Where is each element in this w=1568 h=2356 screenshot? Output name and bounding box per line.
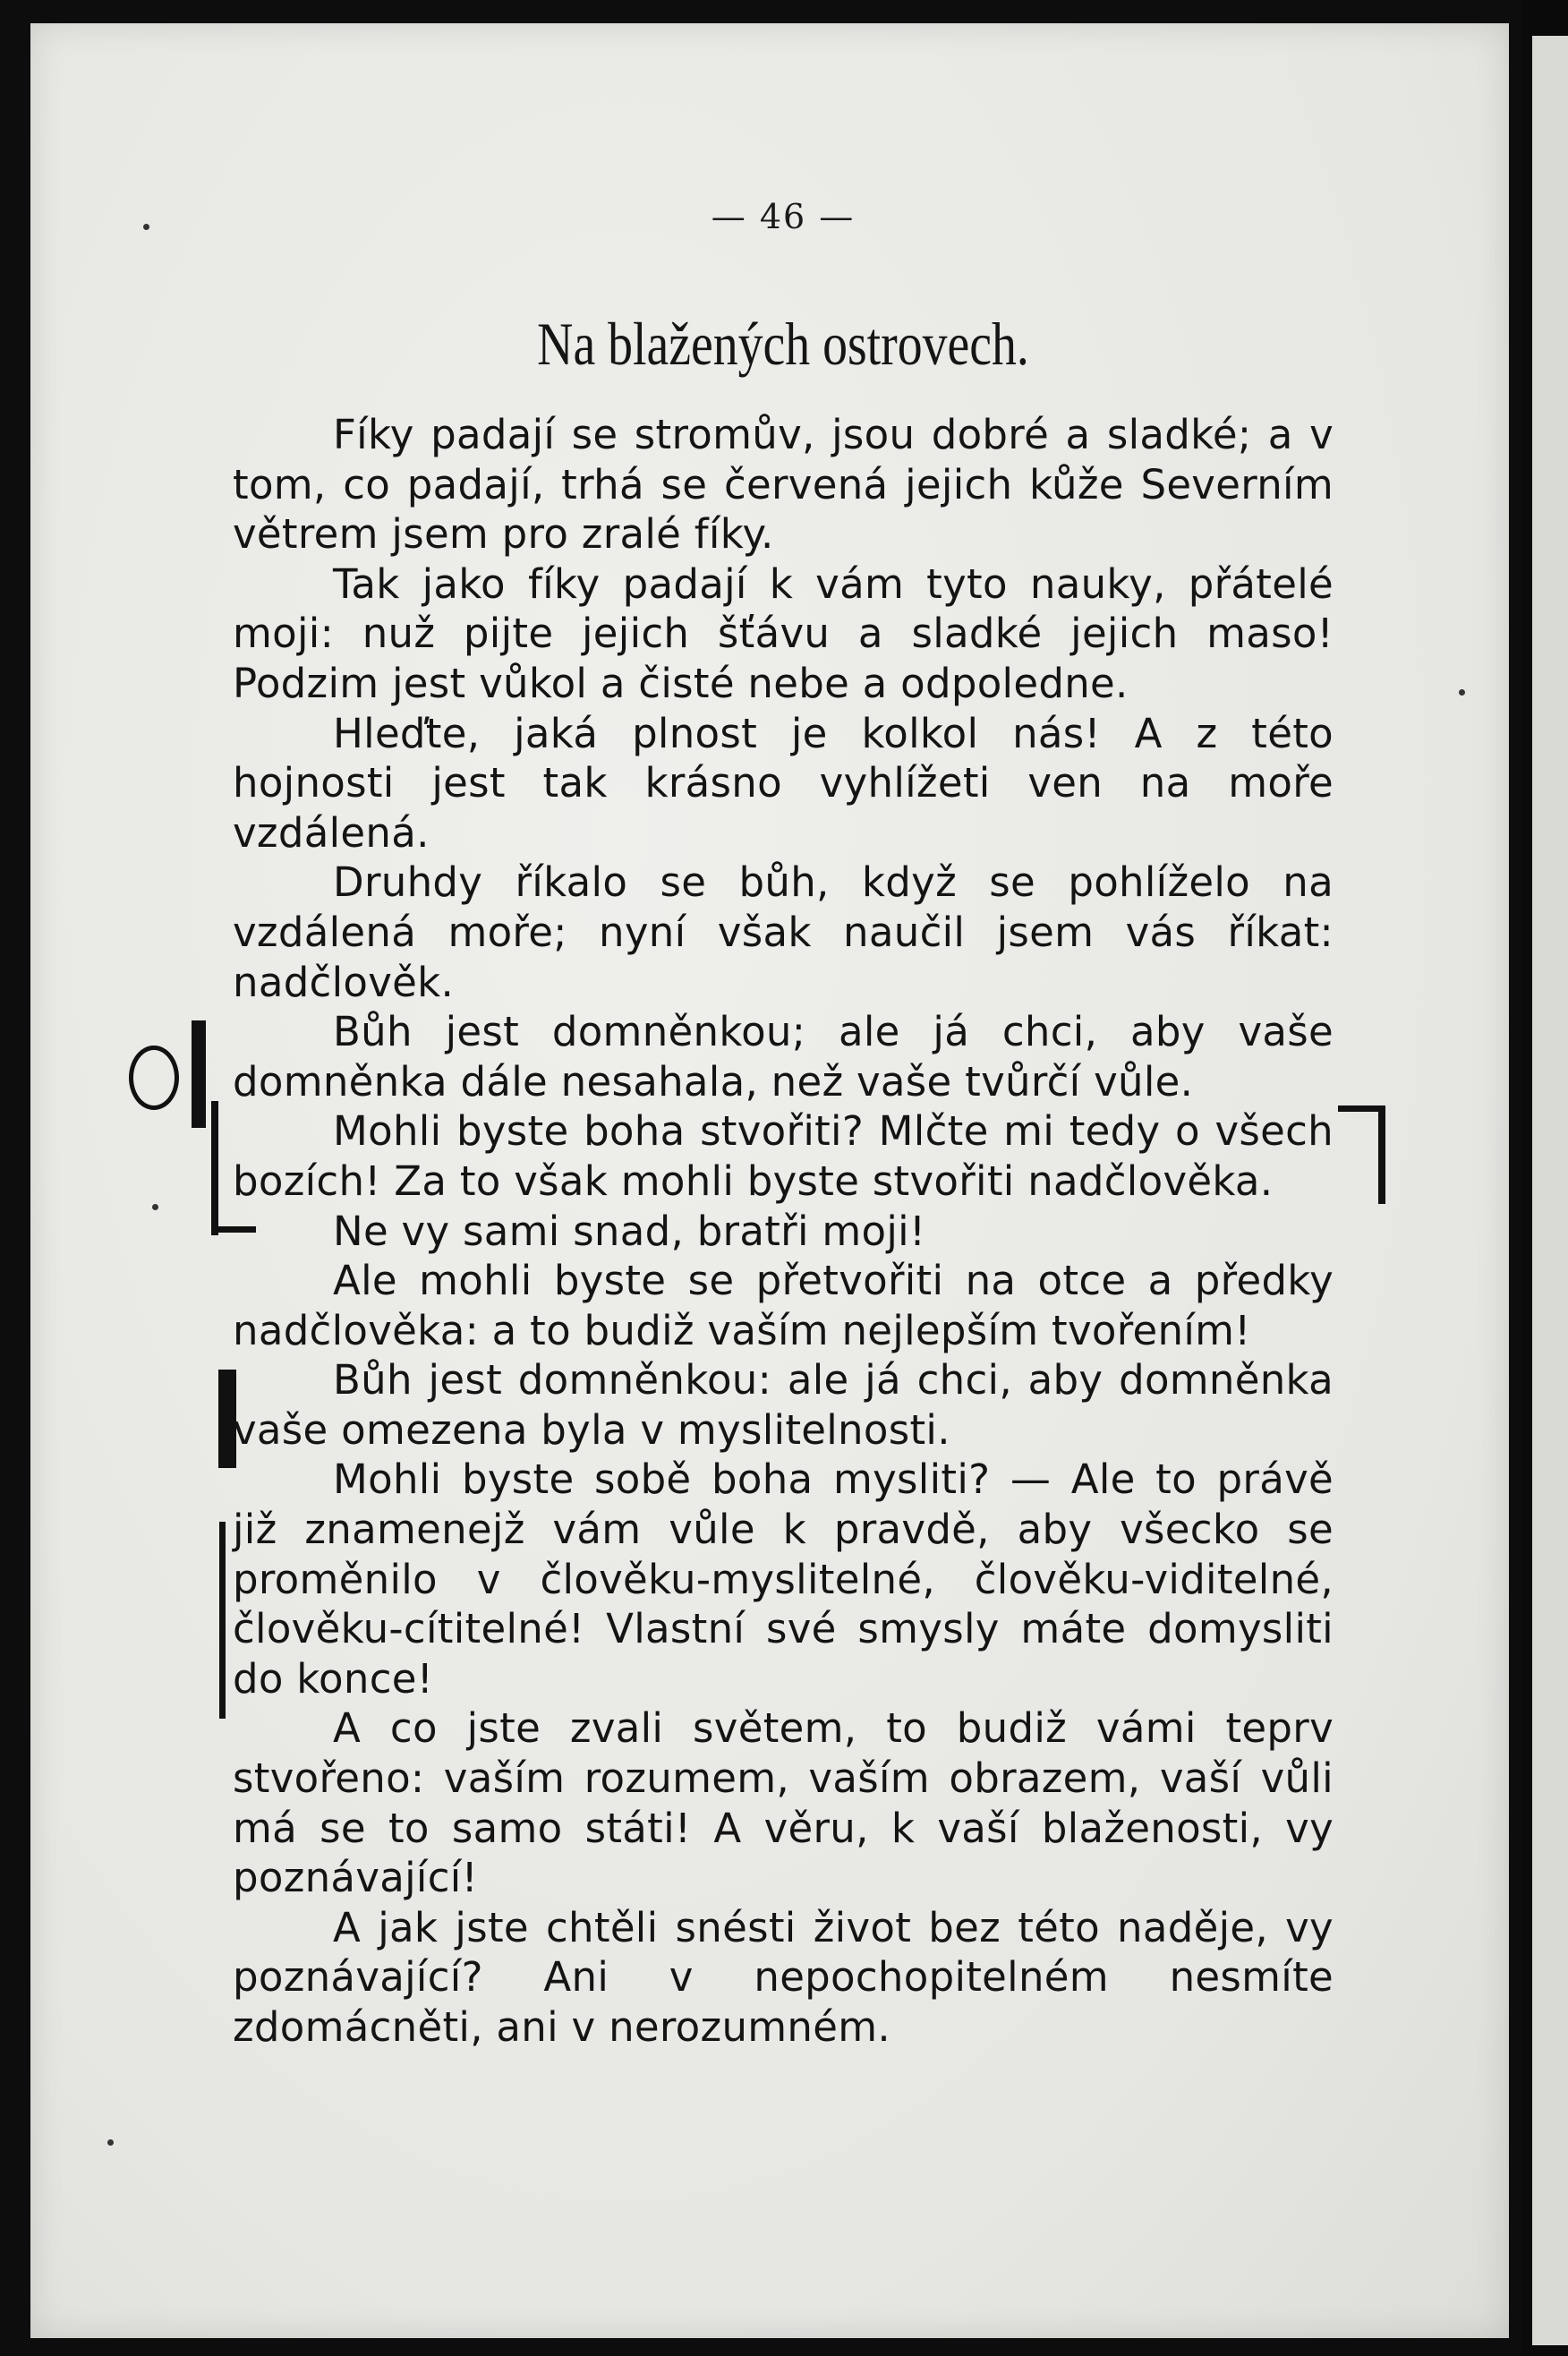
scan-speck [152,1204,158,1210]
handwritten-circle-mark [129,1046,179,1110]
paragraph: Bůh jest domněnkou; ale já chci, aby vaše domněnka dále nesahala, než vaše tvůrčí vůle. [233,1008,1334,1105]
paragraph: Mohli byste boha stvořiti? Mlčte mi tedy o všech bozích! Za to však mohli byste stvořiti nadčlověka. [233,1107,1334,1205]
paragraph: Druhdy říkalo se bůh, když se pohlíželo na vzdálená moře; nyní však naučil jsem vás říkat: nadčlověk. [233,858,1334,1006]
page-number: — 46 — [711,197,856,236]
paragraph: Tak jako fíky padají k vám tyto nauky, přátelé moji: nuž pijte jejich šťávu a sladké jejich maso! Podzim jest vůkol a čisté nebe a odpoledne. [233,559,1334,707]
left-bracket-mark [211,1101,218,1235]
paragraph: Ne vy sami snad, bratři moji! [333,1207,926,1255]
paragraph: Mohli byste sobě boha mysliti? — Ale to právě již znamenejž vám vůle k pravdě, aby všecko se proměnilo v člověku-myslitelné, člověku-viditelné, člověku-cítitelné! Vlastní své smysly máte domysliti do konce! [233,1455,1334,1703]
scan-speck [1459,689,1465,696]
paragraph: Hleďte, jaká plnost je kolkol nás! A z této hojnosti jest tak krásno vyhlížeti ven na moře vzdálená. [233,709,1334,857]
scan-speck [143,224,149,230]
paragraph: Fíky padají se stromův, jsou dobré a sladké; a v tom, co padají, trhá se červená jejich kůže Severním větrem jsem pro zralé fíky. [233,411,1334,559]
next-page-edge [1532,36,1568,2345]
paragraph: Ale mohli byste se přetvořiti na otce a předky nadčlověka: a to budiž vaším nejlepším tvořením! [233,1257,1334,1354]
paragraph: Bůh jest domněnkou: ale já chci, aby domněnka vaše omezena byla v myslitelnosti. [233,1356,1334,1454]
body-text [233,410,1334,2053]
margin-bar-mark [192,1020,206,1128]
chapter-title: Na blažených ostrovech. [537,310,1029,378]
right-bracket-mark [1378,1105,1385,1204]
paragraph: A co jste zvali světem, to budiž vámi teprv stvořeno: vaším rozumem, vaším obrazem, vaší vůli má se to samo státi! A věru, k vaší blaženosti, vy poznávající! [233,1704,1334,1902]
right-bracket-top-mark [1338,1105,1383,1112]
paragraph: A jak jste chtěli snésti život bez této naděje, vy poznávající? Ani v nepochopitelném nesmíte zdomácněti, ani v nerozumném. [233,1903,1334,2051]
scan-speck [107,2139,114,2146]
margin-line-mark [219,1522,226,1719]
